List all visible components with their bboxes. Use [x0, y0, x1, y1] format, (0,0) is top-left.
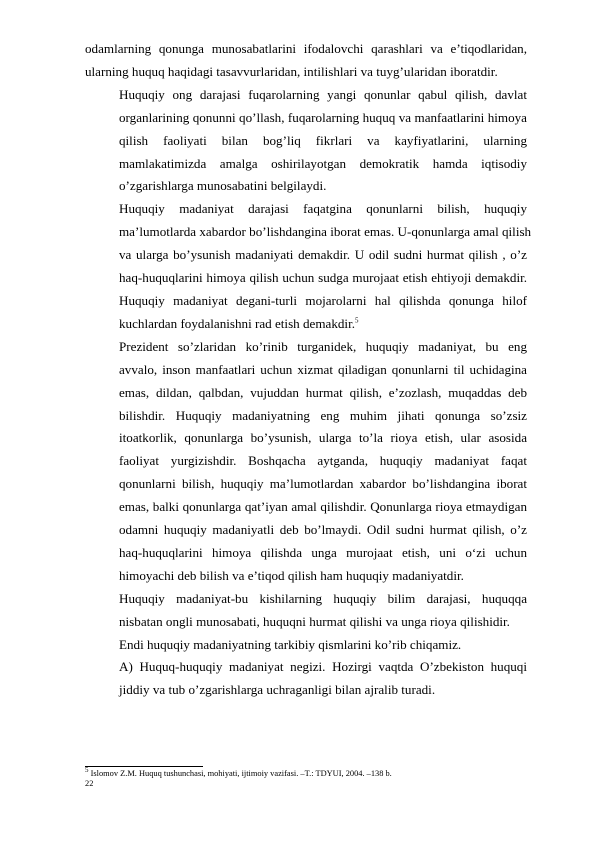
paragraph [85, 588, 527, 634]
text-line: organlarining qonunni qo’llash, fuqarolarning huquq va manfaatlarini himoya [119, 109, 527, 125]
text-line: o’zgarishlarga munosabatini belgilaydi. [119, 178, 327, 194]
paragraph [85, 336, 527, 588]
page-number: 22 [85, 779, 94, 788]
text-line: ma’lumotlarda xabardor bo’lishdangina iborat emas. U-qonunlarga amal qilish [119, 224, 532, 240]
paragraph [85, 656, 527, 702]
text-line: va ularga bo’ysunish madaniyati demakdir. U odil sudni hurmat qilish , o’z [119, 247, 527, 263]
text-line: A) Huquq-huquqiy madaniyat negizi. Hozirgi vaqtda O’zbekiston huquqi [119, 659, 527, 675]
text-line: jiddiy va tub o’zgarishlarga uchraganligi bilan ajralib turadi. [119, 682, 436, 698]
paragraph [85, 634, 527, 657]
text-line: nisbatan ongli munosabati, huquqni hurmat qilishi va unga rioya qilishidir. [119, 613, 510, 629]
text-line: emas, dildan, qalbdan, vujuddan hurmat qilish, e’zozlash, muqaddas deb [119, 384, 527, 400]
text-line: Huquqiy madaniyat degani-turli mojarolarni hal qilishda qonunga hilof [119, 292, 527, 308]
text-line: haq-huquqlarini himoya qilish uchun sudga murojaat etish ehtiyoji demakdir. [119, 270, 527, 286]
footnote [85, 766, 392, 779]
text-line: odamni huquqiy madaniyatli deb bo’lmaydi. Odil sudni hurmat qilish, o’z [119, 522, 527, 538]
text-line: odamlarning qonunga munosabatlarini ifodalovchi qarashlari va e’tiqodlaridan, [85, 41, 527, 56]
text-line-content: kuchlardan foydalanishni rad etish demakdir. [119, 315, 355, 331]
footnote-text: Islomov Z.M. Huquq tushunchasi, mohiyati, ijtimoiy vazifasi. –T.: TDYUI, 2004. –138 b. [90, 769, 392, 778]
footnote-separator [85, 766, 203, 767]
text-line: haq-huquqlarini himoya qilishda unga murojaat etish, uni o‘zi uchun [119, 544, 527, 560]
text-line: qilish faoliyati bilan bog’liq fikrlari va kayfiyatlarini, ularning [119, 132, 527, 148]
paragraph [85, 198, 532, 335]
text-line: mamlakatimizda amalga oshirilayotgan demokratik hamda iqtisodiy [119, 155, 527, 171]
text-line [85, 313, 527, 336]
text-line: itoatkorlik, qonunlarga bo’ysunish, ularga to’la rioya etish, ular asosida [119, 430, 527, 446]
text-line: Endi huquqiy madaniyatning tarkibiy qismlarini ko’rib chiqamiz. [119, 636, 462, 652]
text-line: Huquqiy madaniyat-bu kishilarning huquqiy bilim darajasi, huquqqa [119, 590, 527, 606]
text-line: emas, balki qonunlarga qat’iyan amal qilishdir. Qonunlarga rioya etmaydigan [119, 499, 527, 515]
text-line: avvalo, inson manfaatlari uchun xizmat qiladigan qonunlarni til uchidagina [119, 361, 527, 377]
text-line: himoyachi deb bilish va e’tiqod qilish ham huquqiy madaniyatdir. [119, 567, 464, 583]
text-line: qonunlarni bilish, huquqiy ma’lumotlardan xabardor bo’lishdangina iborat [119, 476, 527, 492]
text-line: Prezident so’zlaridan ko’rinib turganidek, huquqiy madaniyat, bu eng [119, 338, 527, 354]
footnote-number: 5 [85, 766, 89, 775]
text-line: Huquqiy ong darajasi fuqarolarning yangi qonunlar qabul qilish, davlat [119, 86, 527, 102]
text-line: faoliyat yurgizishdir. Boshqacha aytganda, huquqiy madaniyat faqat [119, 453, 527, 469]
body-text [85, 38, 532, 702]
text-line: Huquqiy madaniyat darajasi faqatgina qonunlarni bilish, huquqiy [119, 201, 527, 217]
paragraph [85, 84, 527, 199]
text-line: ularning huquq haqidagi tasavvurlaridan, intilishlari va tuyg’ularidan iboratdir. [85, 63, 498, 79]
footnote-marker[interactable]: 5 [354, 316, 359, 325]
text-line: bilishdir. Huquqiy madaniyatning eng muhim jihati qonunga so’zsiz [119, 407, 527, 423]
paragraph [85, 38, 527, 84]
